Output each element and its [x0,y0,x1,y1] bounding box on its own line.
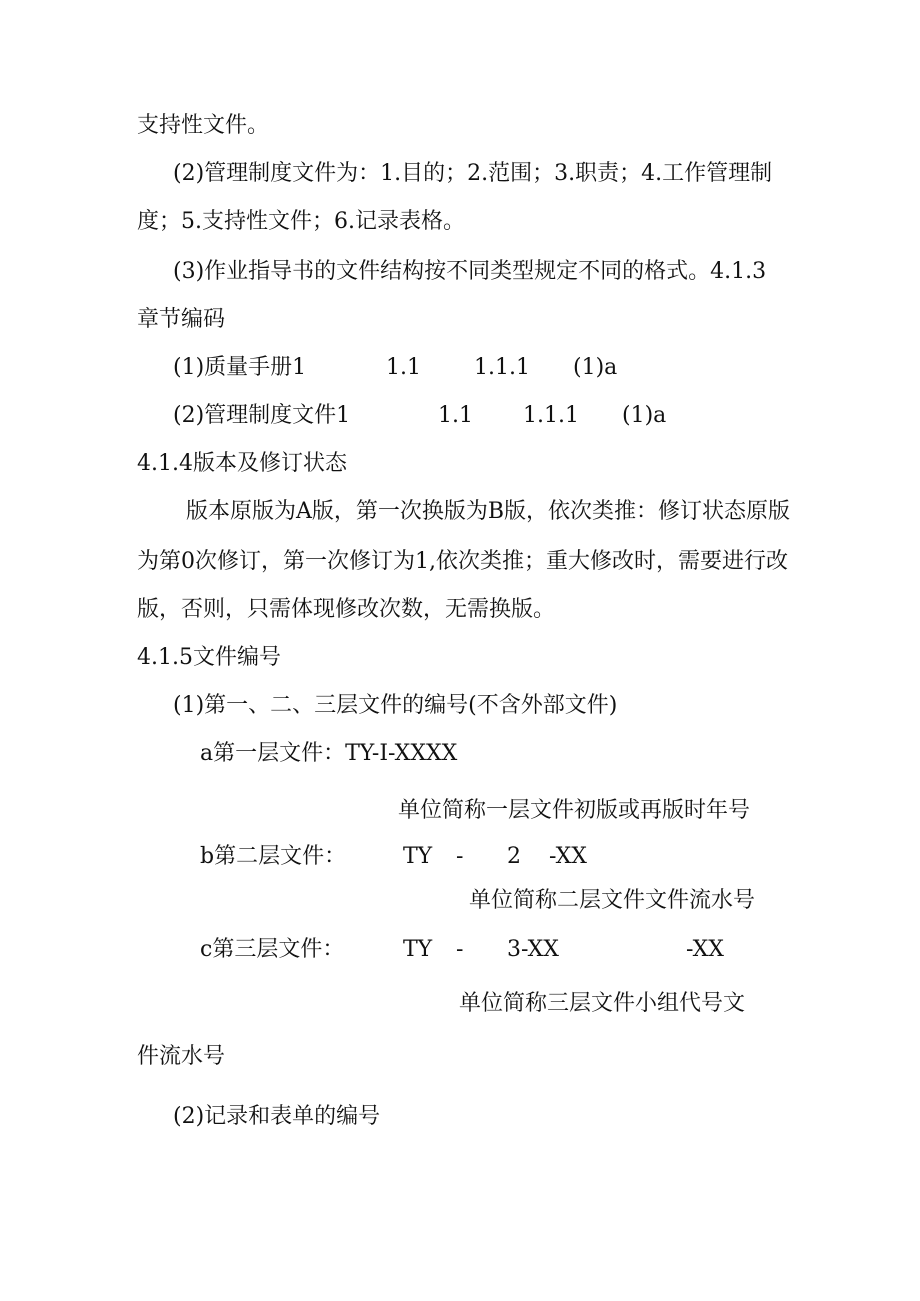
code-row-cell: 1.1.1 [523,403,579,428]
code-row-cell: 1.1.1 [474,355,530,380]
text-line: 为第0次修订，第一次修订为1,依次类推；重大修改时，需要进行改 [137,549,788,574]
code-row-label: (1)质量手册1 [173,355,307,380]
text-line: (2)记录和表单的编号 [173,1104,381,1129]
code-part: - [456,937,464,962]
code-part: 3-XX [507,937,559,962]
text-line: 版，否则，只需体现修改次数，无需换版。 [137,597,556,622]
text-line: 度；5.支持性文件；6.记录表格。 [137,209,465,234]
text-line: 支持性文件。 [137,113,270,138]
code-part: 2 [507,844,521,869]
code-row-label: (2)管理制度文件1 [173,403,351,428]
code-part: - [456,844,464,869]
annotation-note: 单位简称二层文件文件流水号 [469,888,756,913]
section-heading: 4.1.5文件编号 [137,645,281,670]
text-line: (3)作业指导书的文件结构按不同类型规定不同的格式。4.1.3 [173,259,767,284]
code-part: TY [403,844,433,869]
code-row-cell: 1.1 [386,355,421,380]
section-heading: 4.1.4版本及修订状态 [137,451,347,476]
text-line: (2)管理制度文件为：1.目的；2.范围；3.职责；4.工作管理制 [173,161,773,186]
code-part: TY [403,937,433,962]
code-row-label: c第三层文件： [200,937,345,962]
annotation-note: 单位简称一层文件初版或再版时年号 [398,798,751,823]
code-part: -XX [686,937,724,962]
text-line: (1)第一、二、三层文件的编号(不含外部文件) [173,693,618,718]
code-part: -XX [549,844,587,869]
code-row-label: b第二层文件： [200,844,347,869]
text-line: 版本原版为A版，第一次换版为B版，依次类推：修订状态原版 [186,499,791,524]
code-row-cell: (1)a [573,355,618,380]
text-line: a第一层文件：TY-I-XXXX [200,741,458,766]
text-line: 章节编码 [137,307,226,332]
annotation-note: 件流水号 [137,1044,226,1069]
code-row-cell: 1.1 [438,403,473,428]
annotation-note: 单位简称三层文件小组代号文 [459,991,746,1016]
code-row-cell: (1)a [622,403,667,428]
